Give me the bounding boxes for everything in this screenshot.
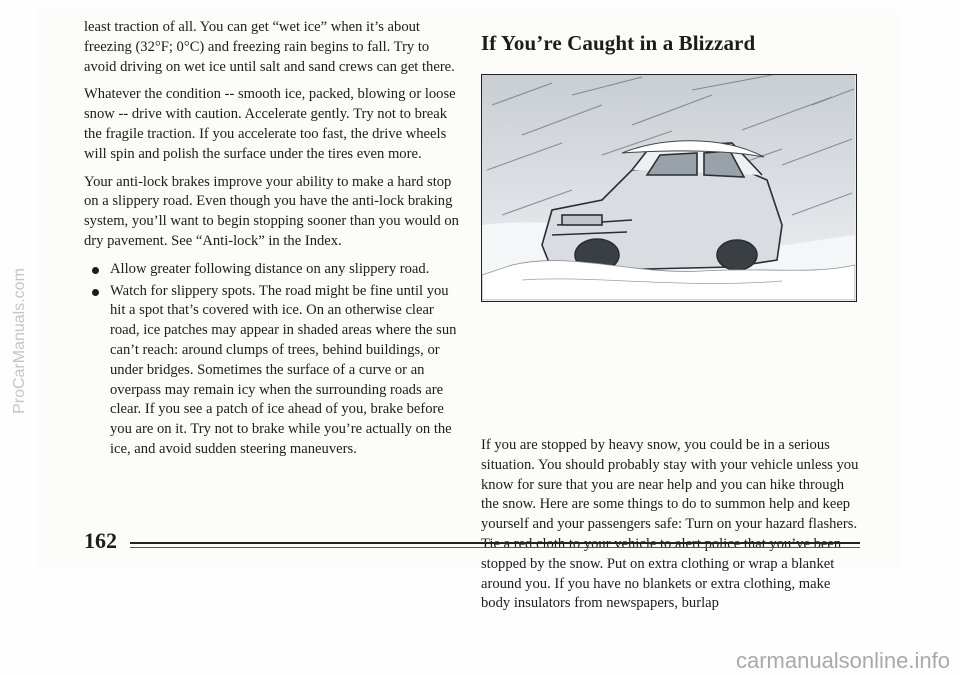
left-column: [84, 18, 462, 462]
list-item: [84, 282, 462, 460]
list-item-text: Allow greater following distance on any slippery road.: [110, 260, 430, 277]
tips-list: [84, 260, 462, 460]
side-watermark: ProCarManuals.com: [11, 268, 28, 414]
paragraph-wet-ice: least traction of all. You can get “wet ice” when it’s about freezing (32°F; 0°C) and freezing rain begins to fall. Try to avoid driving on wet ice until salt and sand crews can get there.: [84, 19, 455, 75]
list-item-text: Watch for slippery spots. The road might be fine until you hit a spot that’s covered with ice. On an otherwise clear road, ice patches may appear in shaded areas where the sun can’t reach: around clumps of trees, behind buildings, or under bridges. Sometimes the surface of a curve or an overpass may remain icy when the surrounding roads are clear. If you see a patch of ice ahead of you, brake before you are on it. Try not to brake while you’re actually on the ice, and avoid sudden steering maneuvers.: [110, 282, 457, 457]
bullet-icon: [92, 289, 99, 296]
blizzard-car-illustration: [481, 74, 857, 302]
blizzard-advice-text: If you are stopped by heavy snow, you could be in a serious situation. You should probably stay with your vehicle unless you know for sure that you are near help and you can hike through the snow. Here are some things to do to summon help and keep yourself and your passengers safe: Turn on your hazard flashers. stopped by the snow. Put on extra clothing or wrap a blanket around you. If you have no blankets or extra clothing, make body insulators from newspapers, burlap: [481, 437, 859, 612]
footer-rule-thin: [130, 547, 860, 548]
list-item: [84, 260, 462, 280]
paragraph-anti-lock-brakes: Your anti-lock brakes improve your ability to make a hard stop on a slippery road. Even though you have the anti-lock braking system, you’ll want to begin stopping sooner than you would on dry pavement. See “Anti-lock” in the Index.: [84, 173, 459, 249]
page-footer: [84, 528, 860, 560]
footer-rule: [130, 542, 860, 544]
paragraph-drive-with-caution: Whatever the condition -- smooth ice, packed, blowing or loose snow -- drive with caution. Accelerate gently. Try not to break the fragile traction. If you accelerate too fast, the drive wheels will spin and polish the surface under the tires even more.: [84, 86, 456, 162]
section-heading: If You’re Caught in a Blizzard: [481, 31, 756, 55]
right-column: [481, 30, 857, 56]
page-number: 162: [84, 528, 117, 553]
blizzard-car-drawing: [482, 75, 855, 300]
bullet-icon: [92, 267, 99, 274]
bottom-watermark: carmanualsonline.info: [735, 648, 950, 673]
